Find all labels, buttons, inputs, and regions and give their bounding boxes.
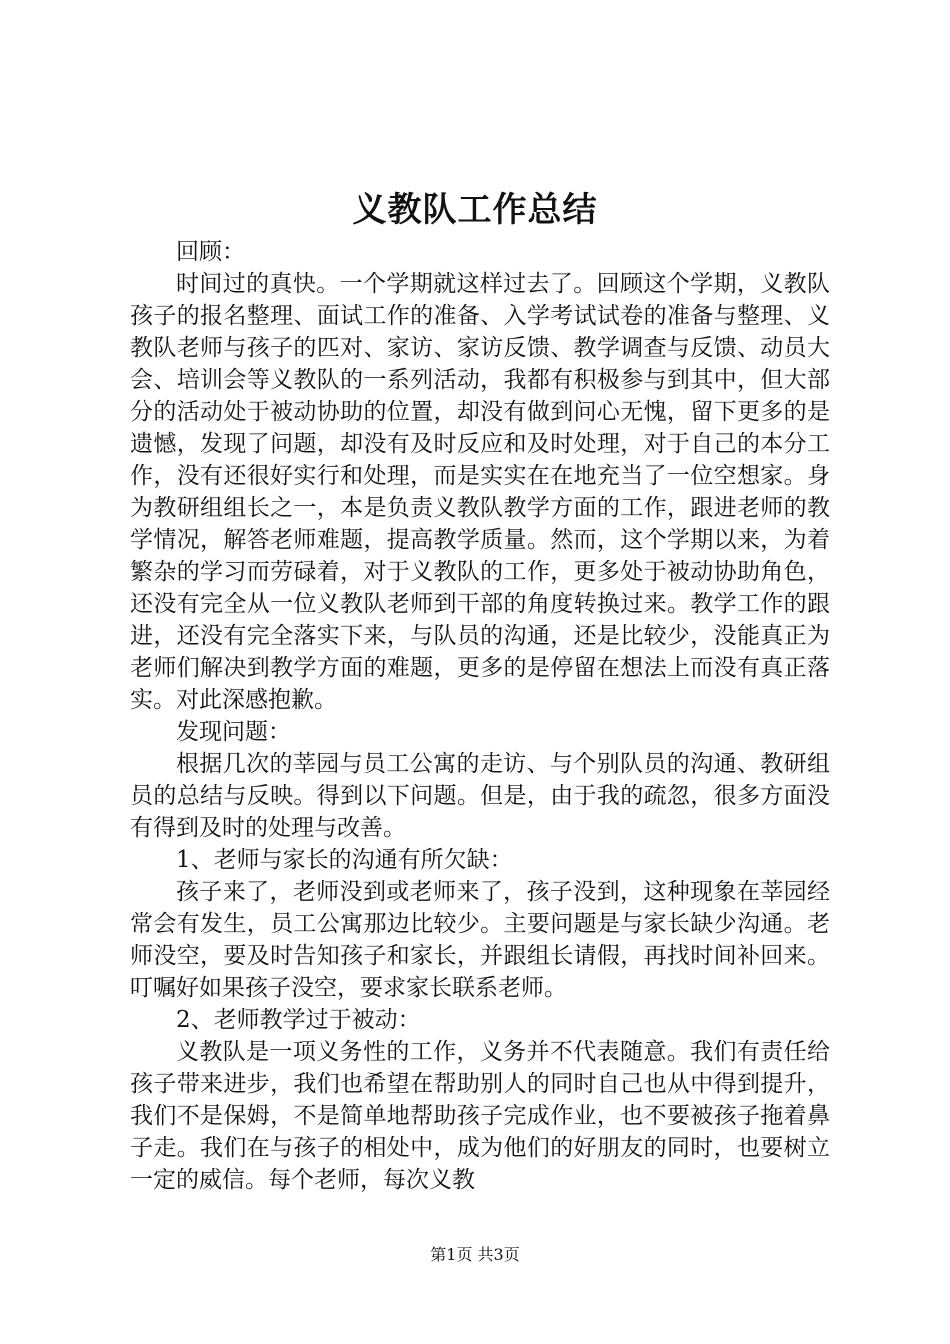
paragraph-communication: 孩子来了，老师没到或老师来了，孩子没到，这种现象在莘园经常会有发生，员工公寓那边比较少。主要问题是与家长缺少沟通。老师没空，要及时告知孩子和家长，并跟组长请假，再找时间补回来。叮嘱好如果孩子没空，要求家长联系老师。 xyxy=(130,879,830,1001)
document-body xyxy=(130,236,830,1196)
document-title: 义教队工作总结 xyxy=(352,190,598,230)
page-footer: 第1页 共3页 xyxy=(430,1245,520,1264)
section-heading-problems: 发现问题： xyxy=(176,719,291,745)
section-heading-review: 回顾： xyxy=(176,239,245,265)
paragraph-passive-teaching: 义教队是一项义务性的工作，义务并不代表随意。我们有责任给孩子带来进步，我们也希望在帮助别人的同时自己也从中得到提升，我们不是保姆，不是简单地帮助孩子完成作业，也不要被孩子拖着鼻子走。我们在与孩子的相处中，成为他们的好朋友的同时，也要树立一定的威信。每个老师，每次义教 xyxy=(130,1039,830,1193)
paragraph-review: 时间过的真快。一个学期就这样过去了。回顾这个学期，义教队孩子的报名整理、面试工作的准备、入学考试试卷的准备与整理、义教队老师与孩子的匹对、家访、家访反馈、教学调查与反馈、动员大会、培训会等义教队的一系列活动，我都有积极参与到其中，但大部分的活动处于被动协助的位置，却没有做到问心无愧，留下更多的是遗憾，发现了问题，却没有及时反应和及时处理，对于自己的本分工作，没有还很好实行和处理，而是实实在在地充当了一位空想家。身为教研组组长之一，本是负责义教队教学方面的工作，跟进老师的教学情况，解答老师难题，提高教学质量。然而，这个学期以来，为着繁杂的学习而劳碌着，对于义教队的工作，更多处于被动协助角色，还没有完全从一位义教队老师到干部的角度转换过来。教学工作的跟进，还没有完全落实下来，与队员的沟通，还是比较少，没能真正为老师们解决到教学方面的难题，更多的是停留在想法上而没有真正落实。对此深感抱歉。 xyxy=(130,271,830,713)
paragraph-problems-intro: 根据几次的莘园与员工公寓的走访、与个别队员的沟通、教研组员的总结与反映。得到以下问题。但是，由于我的疏忽，很多方面没有得到及时的处理与改善。 xyxy=(130,751,830,841)
subheading-communication: 1、老师与家长的沟通有所欠缺： xyxy=(176,847,513,873)
subheading-passive-teaching: 2、老师教学过于被动： xyxy=(176,1007,421,1033)
